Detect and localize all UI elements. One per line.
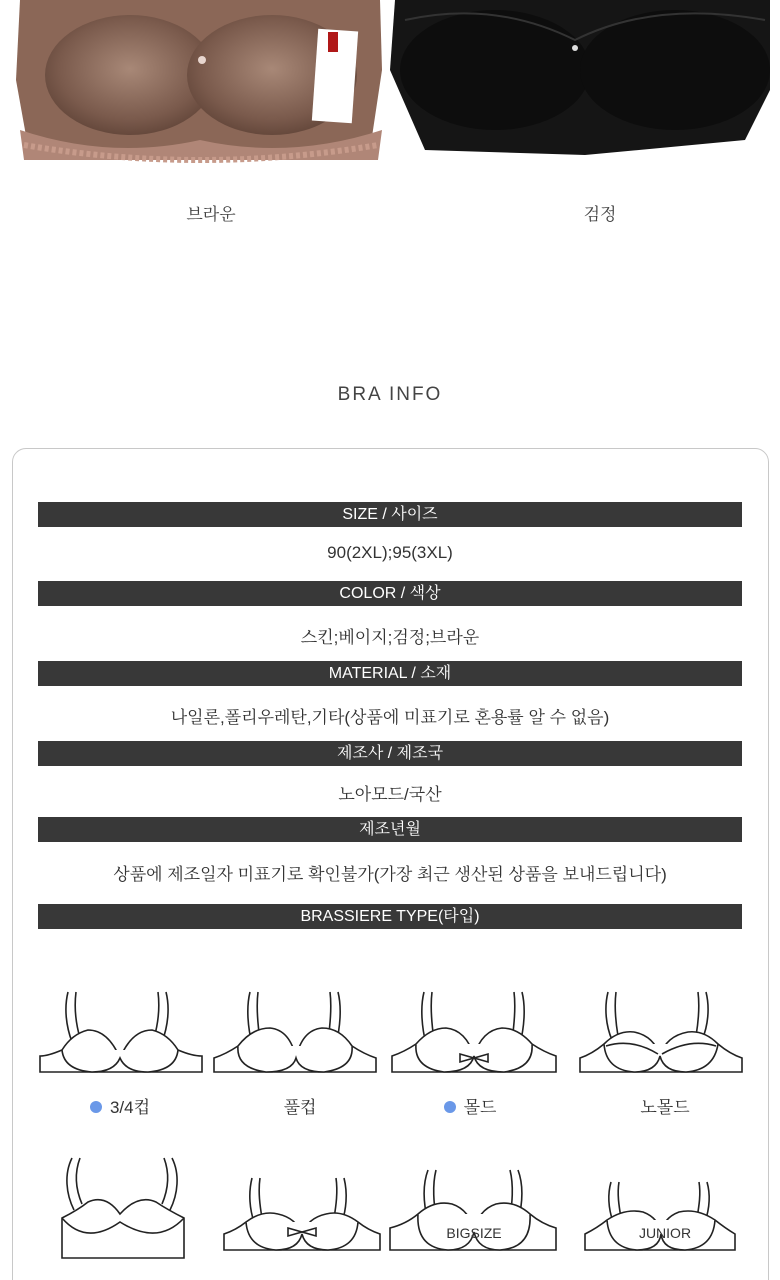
black-color-label: 검정 [583,205,617,224]
no-mold-cup-icon [578,988,744,1074]
black-bra-photo [385,0,780,170]
selected-dot [90,1101,102,1113]
full-cup-label: 풀컵 [283,1098,317,1117]
brown-color-label: 브라운 [186,205,236,224]
brown-bra-photo [10,0,390,170]
bigsize-text: BIGSIZE [446,1225,502,1241]
maker-header: 제조사 / 제조국 [38,741,742,766]
bra-info-title: BRA INFO [337,384,443,405]
size-value: 90(2XL);95(3XL) [327,543,453,562]
three-quarter-cup-icon [38,988,204,1074]
bigsize-bra-icon [388,1166,558,1252]
color-header: COLOR / 색상 [38,581,742,606]
maker-value: 노아모드/국산 [338,785,442,804]
full-cup-icon [212,988,378,1074]
selected-dot [444,1101,456,1113]
color-value: 스킨;베이지;검정;브라운 [300,628,480,647]
junior-text: JUNIOR [638,1225,692,1241]
junior-bra-icon [583,1178,737,1252]
bow-bra-icon [222,1174,382,1252]
date-value: 상품에 제조일자 미표기로 확인불가(가장 최근 생산된 상품을 보내드립니다) [113,865,667,884]
molded-text: 몰드 [463,1098,497,1117]
molded-cup-icon [390,988,558,1074]
type-header: BRASSIERE TYPE(타입) [38,904,742,929]
three-quarter-cup-label [40,1093,200,1118]
three-quarter-text: 3/4컵 [109,1098,151,1117]
size-header: SIZE / 사이즈 [38,502,742,527]
longline-bra-icon [58,1154,188,1260]
material-header: MATERIAL / 소재 [38,661,742,686]
no-mold-label: 노몰드 [640,1098,690,1117]
date-header: 제조년월 [38,817,742,842]
molded-label [390,1093,550,1118]
material-value: 나일론,폴리우레탄,기타(상품에 미표기로 혼용률 알 수 없음) [170,708,610,727]
product-photos [0,0,780,170]
